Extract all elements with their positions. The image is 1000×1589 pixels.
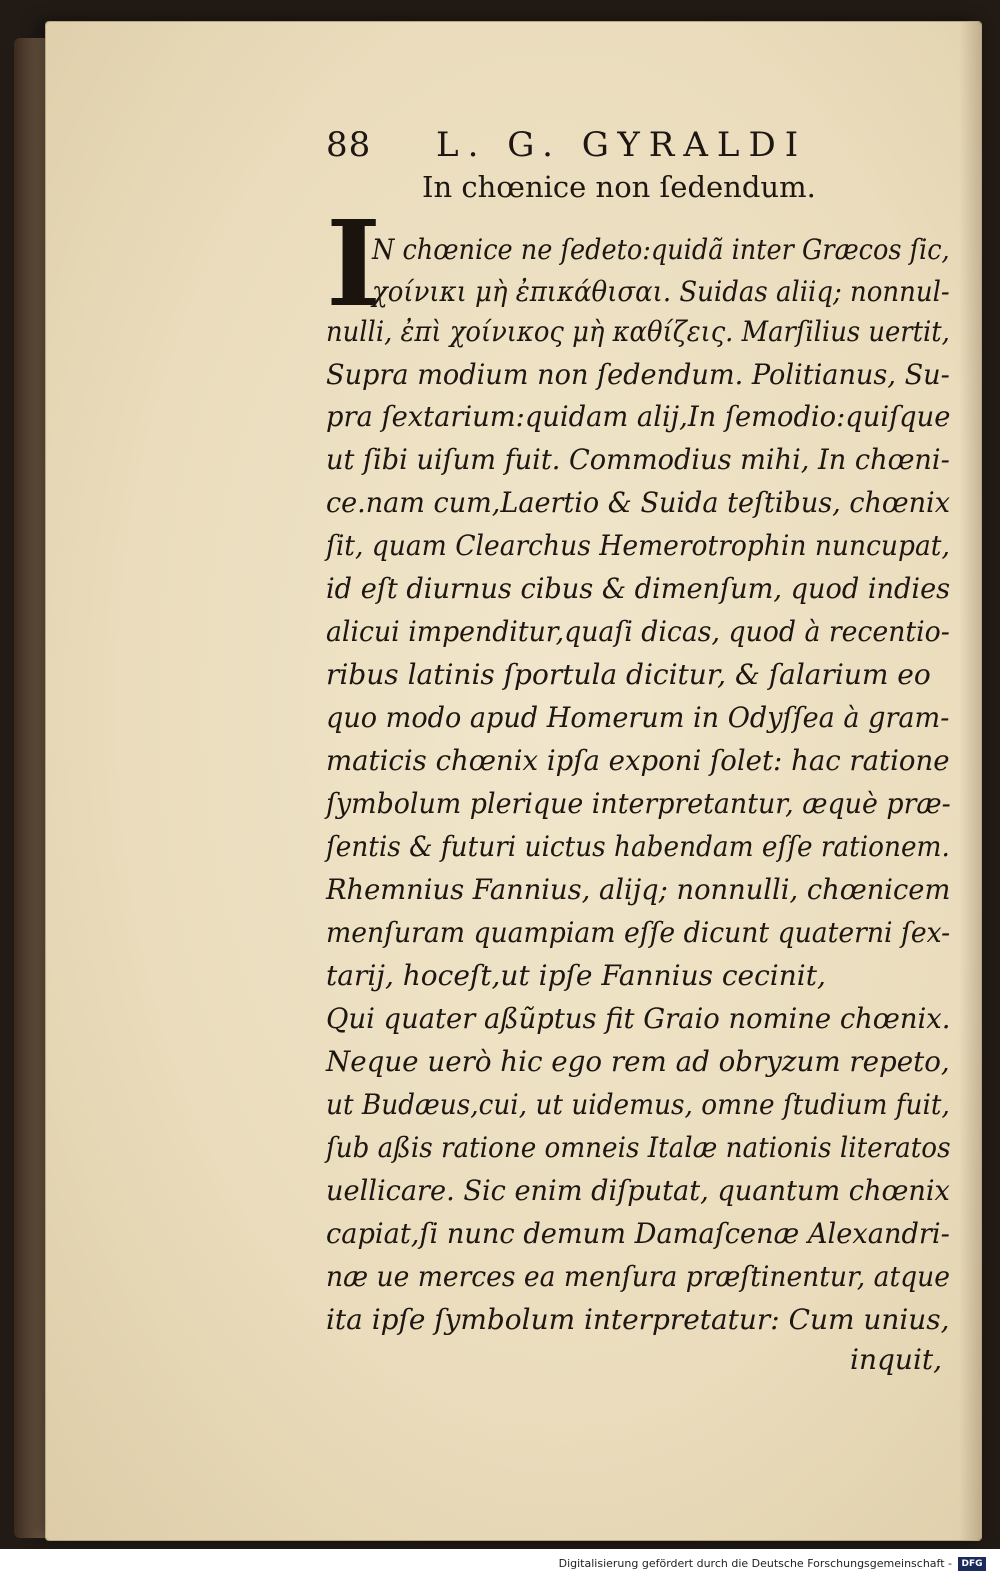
digitization-footer: [0, 1549, 1000, 1589]
text-line: ut ſibi uiſum fuit. Commodius mihi, In chœni-: [326, 443, 950, 476]
text-line: χοίνικι μὴ ἐπικάθισαι. Suidas aliiq; nonnul-: [372, 275, 950, 308]
running-title: L. G. GYRALDI: [436, 125, 808, 165]
text-line: quo modo apud Homerum in Odyſſea à gram-: [326, 701, 950, 734]
text-line: N chœnice ne ſedeto:quidã inter Græcos ſic,: [372, 233, 950, 266]
section-heading: In chœnice non ſedendum.: [422, 170, 816, 204]
page-gutter-shadow: [959, 22, 981, 1540]
page-number: 88: [326, 125, 372, 165]
text-line: ita ipſe ſymbolum interpretatur: Cum unius,: [326, 1303, 950, 1336]
dfg-logo-icon: DFG: [958, 1557, 986, 1571]
text-line: Neque uerò hic ego rem ad obryzum repeto,: [326, 1045, 950, 1078]
running-head: [326, 125, 926, 170]
catchword: inquit,: [850, 1343, 943, 1376]
text-line: ſentis & futuri uictus habendam eſſe rationem.: [326, 830, 950, 863]
text-line: næ ue merces ea menſura præſtinentur, atque: [326, 1260, 950, 1293]
text-line: ce.nam cum,Laertio & Suida teſtibus, chœnix: [326, 486, 950, 519]
text-line: Supra modium non ſedendum. Politianus, Su-: [326, 358, 950, 391]
text-line: uellicare. Sic enim diſputat, quantum chœnix: [326, 1174, 950, 1207]
drop-cap-initial: I: [326, 194, 382, 333]
text-line: ribus latinis ſportula dicitur, & ſalarium eo: [326, 658, 931, 691]
text-line: pra ſextarium:quidam alij,In ſemodio:quiſque: [326, 400, 951, 433]
verse-line: Qui quater aßũptus fit Graio nomine chœnix.: [326, 1002, 951, 1035]
text-line: maticis chœnix ipſa exponi ſolet: hac ratione: [326, 744, 950, 777]
text-line: ut Budæus,cui, ut uidemus, omne ſtudium fuit,: [326, 1088, 950, 1121]
text-line: id eſt diurnus cibus & dimenſum, quod indies: [326, 572, 951, 605]
text-line: ſymbolum plerique interpretantur, æquè præ-: [326, 787, 951, 820]
text-line: alicui impenditur,quaſi dicas, quod à recentio-: [326, 615, 950, 648]
text-line: menſuram quampiam eſſe dicunt quaterni ſex-: [326, 916, 951, 949]
text-line: ſit, quam Clearchus Hemerotrophin nuncupat,: [326, 529, 950, 562]
funding-note: Digitalisierung gefördert durch die Deutsche Forschungsgemeinschaft -: [558, 1557, 952, 1570]
text-line: ſub aßis ratione omneis Italæ nationis literatos: [326, 1131, 951, 1164]
text-line: tarij, hoceſt,ut ipſe Fannius cecinit,: [326, 959, 826, 992]
text-line: Rhemnius Fannius, alijq; nonnulli, chœnicem: [326, 873, 951, 906]
text-line: capiat,ſi nunc demum Damaſcenæ Alexandri-: [326, 1217, 950, 1250]
text-line: nulli, ἐπὶ χοίνικος μὴ καθίζεις. Marſilius uertit,: [326, 315, 950, 348]
